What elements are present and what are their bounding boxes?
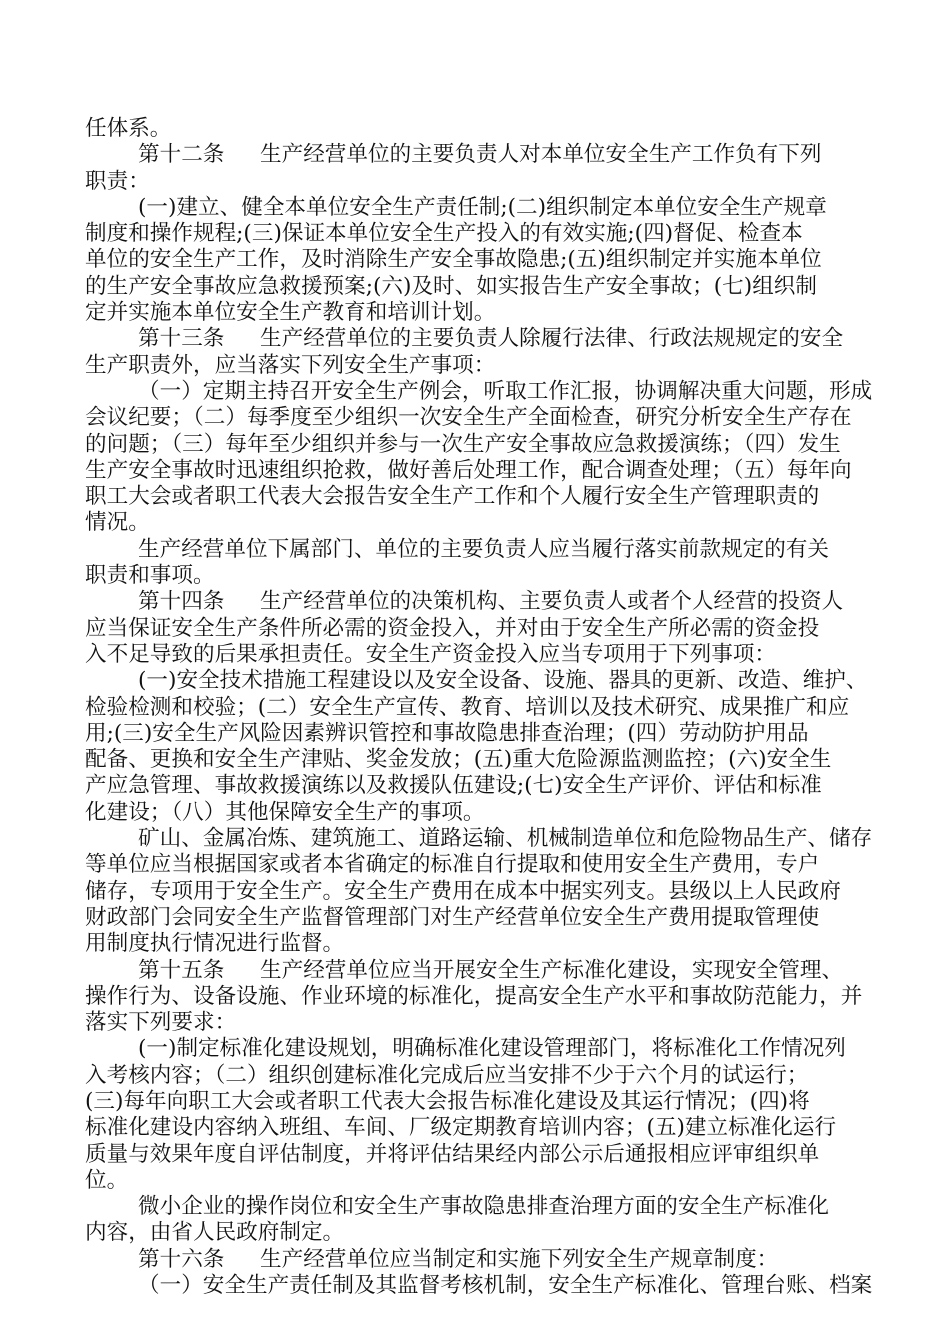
article-line	[85, 589, 863, 615]
line-text: (一)安全技术措施工程建设以及安全设备、设施、器具的更新、改造、维护、	[138, 668, 868, 694]
text-line	[85, 405, 863, 431]
text-line	[85, 931, 863, 957]
line-text: 检验检测和校验；(二）安全生产宣传、教育、培训以及技术研究、成果推广和应	[85, 694, 850, 720]
article-line	[85, 1247, 863, 1273]
text-line	[85, 510, 863, 536]
line-text: 生产经营单位应当开展安全生产标准化建设，实现安全管理、	[260, 957, 844, 983]
text-line	[85, 616, 863, 642]
line-text: (一)建立、健全本单位安全生产责任制;(二)组织制定本单位安全生产规章	[138, 194, 827, 220]
text-line	[85, 905, 863, 931]
line-text: 位。	[85, 1167, 129, 1193]
text-line	[85, 1089, 863, 1115]
text-line	[85, 852, 863, 878]
document-body	[85, 116, 873, 1299]
text-line	[85, 721, 863, 747]
text-line	[85, 1273, 873, 1299]
text-line	[85, 773, 863, 799]
text-line	[85, 274, 863, 300]
line-text: 生产安全事故时迅速组织抢救，做好善后处理工作，配合调查处理；（五）每年向	[85, 457, 852, 483]
article-line	[85, 326, 863, 352]
text-line	[85, 1063, 863, 1089]
line-text: 生产经营单位应当制定和实施下列安全生产规章制度：	[260, 1246, 779, 1272]
text-line	[85, 1194, 863, 1220]
line-text: (一)制定标准化建设规划，明确标准化建设管理部门，将标准化工作情况列	[138, 1036, 846, 1062]
line-text: 用制度执行情况进行监督。	[85, 931, 345, 957]
text-line	[85, 668, 868, 694]
line-text: 内容，由省人民政府制定。	[85, 1220, 345, 1246]
line-text: 生产职责外，应当落实下列安全生产事项：	[85, 352, 496, 378]
line-text: 配备、更换和安全生产津贴、奖金发放；(五)重大危险源监测监控；(六)安全生	[85, 747, 832, 773]
line-text: 任体系。	[85, 116, 172, 141]
article-number: 第十六条	[138, 1246, 225, 1272]
article-number: 第十三条	[138, 326, 225, 352]
line-text: 制度和操作规程;(三)保证本单位安全生产投入的有效实施;(四)督促、检查本	[85, 221, 803, 247]
text-line	[85, 432, 863, 458]
text-line	[85, 1010, 863, 1036]
line-text: 产应急管理、事故救援演练以及救援队伍建设;(七)安全生产评价、评估和标准	[85, 773, 822, 799]
text-line	[85, 353, 863, 379]
line-text: 生产经营单位的主要负责人除履行法律、行政法规规定的安全	[260, 326, 844, 352]
text-line	[85, 1168, 863, 1194]
line-text: 的生产安全事故应急救援预案;(六)及时、如实报告生产安全事故；(七)组织制	[85, 273, 817, 299]
text-line	[85, 1142, 863, 1168]
line-text: 生产经营单位的决策机构、主要负责人或者个人经营的投资人	[260, 589, 844, 615]
text-line	[85, 826, 873, 852]
line-text: （一）定期主持召开安全生产例会，听取工作汇报，协调解决重大问题，形成	[138, 378, 873, 404]
line-text: （一）安全生产责任制及其监督考核机制，安全生产标准化、管理台账、档案	[138, 1273, 873, 1299]
line-text: 微小企业的操作岗位和安全生产事故隐患排查治理方面的安全生产标准化	[138, 1194, 830, 1220]
line-text: 的问题；（三）每年至少组织并参与一次生产安全事故应急救援演练；（四）发生	[85, 431, 841, 457]
line-text: (三)每年向职工大会或者职工代表大会报告标准化建设及其运行情况；(四)将	[85, 1088, 810, 1114]
line-text: 标准化建设内容纳入班组、车间、厂级定期教育培训内容；(五)建立标准化运行	[85, 1115, 837, 1141]
line-text: 入考核内容；（二）组织创建标准化完成后应当安排不少于六个月的试运行；	[85, 1062, 809, 1088]
article-line	[85, 958, 863, 984]
line-text: 职工大会或者职工代表大会报告安全生产工作和个人履行安全生产管理职责的	[85, 484, 820, 510]
text-line	[85, 221, 863, 247]
text-line	[85, 563, 863, 589]
line-text: 定并实施本单位安全生产教育和培训计划。	[85, 300, 496, 326]
article-number: 第十五条	[138, 957, 225, 983]
article-number: 第十四条	[138, 589, 225, 615]
line-text: 储存，专项用于安全生产。安全生产费用在成本中据实列支。县级以上人民政府	[85, 878, 841, 904]
line-text: 等单位应当根据国家或者本省确定的标准自行提取和使用安全生产费用，专户	[85, 852, 820, 878]
article-number: 第十二条	[138, 142, 225, 168]
text-line	[85, 537, 863, 563]
line-text: 生产经营单位的主要负责人对本单位安全生产工作负有下列	[260, 142, 822, 168]
text-line	[85, 195, 863, 221]
text-line	[85, 169, 863, 195]
line-text: 矿山、金属冶炼、建筑施工、道路运输、机械制造单位和危险物品生产、储存	[138, 826, 873, 852]
text-line	[85, 695, 863, 721]
text-line	[85, 247, 863, 273]
text-line	[85, 642, 863, 668]
text-line	[85, 458, 863, 484]
line-text: 应当保证安全生产条件所必需的资金投入，并对由于安全生产所必需的资金投	[85, 615, 820, 641]
line-text: 用;(三)安全生产风险因素辨识管控和事故隐患排查治理；(四）劳动防护用品	[85, 720, 809, 746]
text-line	[85, 378, 873, 405]
line-text: 落实下列要求：	[85, 1010, 237, 1036]
text-line	[85, 484, 863, 510]
line-text: 操作行为、设备设施、作业环境的标准化，提高安全生产水平和事故防范能力，并	[85, 983, 863, 1009]
text-line	[85, 879, 863, 905]
text-line	[85, 747, 863, 773]
line-text: 职责和事项。	[85, 563, 215, 589]
text-line	[85, 800, 863, 826]
text-line	[85, 1115, 863, 1141]
line-text: 情况。	[85, 510, 150, 536]
text-line	[85, 300, 863, 326]
text-line	[85, 1220, 863, 1246]
line-text: 职责：	[85, 168, 150, 194]
text-line	[85, 116, 863, 142]
line-text: 会议纪要；（二）每季度至少组织一次安全生产全面检查，研究分析安全生产存在	[85, 405, 852, 431]
text-line	[85, 1036, 863, 1062]
line-text: 质量与效果年度自评估制度，并将评估结果经内部公示后通报相应评审组织单	[85, 1141, 820, 1167]
line-text: 单位的安全生产工作，及时消除生产安全事故隐患;(五)组织制定并实施本单位	[85, 247, 822, 273]
line-text: 化建设；（八）其他保障安全生产的事项。	[85, 799, 485, 825]
line-text: 生产经营单位下属部门、单位的主要负责人应当履行落实前款规定的有关	[138, 536, 830, 562]
line-text: 财政部门会同安全生产监督管理部门对生产经营单位安全生产费用提取管理使	[85, 904, 820, 930]
line-text: 入不足导致的后果承担责任。安全生产资金投入应当专项用于下列事项：	[85, 641, 777, 667]
article-line	[85, 142, 863, 168]
text-line	[85, 984, 863, 1010]
